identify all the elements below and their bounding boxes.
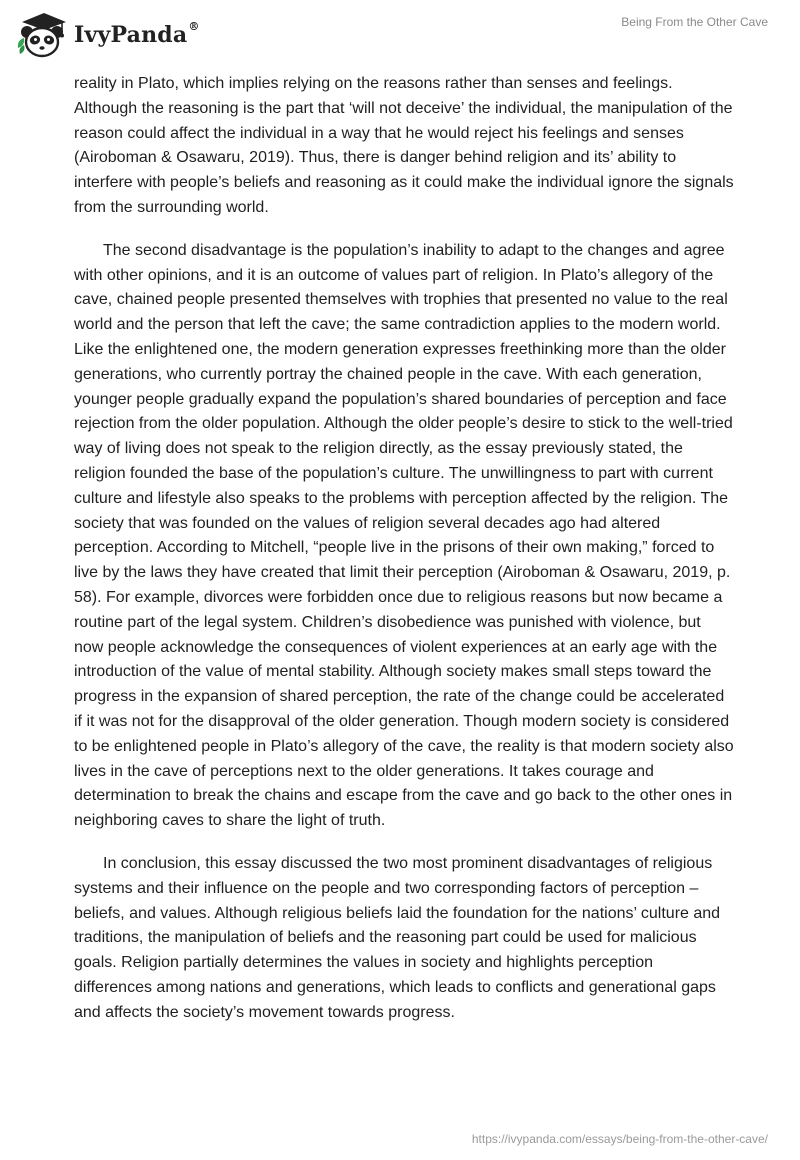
brand-name-text: IvyPanda <box>74 22 188 48</box>
running-title: Being From the Other Cave <box>621 15 768 29</box>
source-url[interactable]: https://ivypanda.com/essays/being-from-the-other-cave/ <box>471 1132 768 1146</box>
page-header <box>0 0 800 70</box>
ivypanda-logo[interactable] <box>14 8 200 60</box>
registered-mark: ® <box>188 19 200 33</box>
panda-graduate-icon <box>14 8 70 60</box>
essay-body <box>74 72 734 1043</box>
paragraph-conclusion: In conclusion, this essay discussed the two most prominent disadvantages of religious systems and their influence on the people and two corresponding factors of perception – beliefs, and values. Although religious beliefs laid the foundation for the nations’ culture and traditions, the manipulation of beliefs and the reasoning part could be used for malicious goals. Religion partially determines the values in society and highlights perception differences among nations and generations, which leads to conflicts and generational gaps and affects the society’s movement towards progress. <box>74 854 721 1021</box>
paragraph-continuation: reality in Plato, which implies relying on the reasons rather than senses and feelings. Although the reasoning is the part that ‘will not deceive’ the individual, the manipulation of the reason could affect the individual in a way that he would reject his feelings and senses (Airoboman & Osawaru, 2019). Thus, there is danger behind religion and its’ ability to interfere with people’s beliefs and reasoning as it could make the individual ignore the signals from the surrounding world. <box>74 75 734 216</box>
brand-name <box>74 19 200 48</box>
paragraph-second-disadvantage: The second disadvantage is the population’s inability to adapt to the changes and agree with other opinions, and it is an outcome of values part of religion. In Plato’s allegory of the cave, chained people presented themselves with trophies that presented no value to the real world and the person that left the cave; the same contradiction applies to the modern world. Like the enlightened one, the modern generation expresses freethinking more than the older generations, who currently portray the chained people in the cave. With each generation, younger people gradually expand the population’s shared boundaries of perception and face rejection from the older population. Although the older people’s desire to stick to the well-tried way of living does not speak to the religion directly, as the essay previously stated, the religion founded the base of the population’s culture. The unwillingness to part with current culture and lifestyle also speaks to the problems with perception affected by the religion. The society that was founded on the values of religion several decades ago had altered perception. According to Mitchell, “people live in the prisons of their own making,” forced to live by the laws they have created that limit their perception (Airoboman & Osawaru, 2019, p. 58). For example, divorces were forbidden once due to religious reasons but now became a routine part of the legal system. Children’s disobedience was punished with violence, but now people acknowledge the consequences of violent experiences at an early age with the introduction of the value of mental stability. Although society makes small steps toward the progress in the expansion of shared perception, the rate of the change could be accelerated if it was not for the disapproval of the older generation. Though modern society is considered to be enlightened people in Plato’s allegory of the cave, the reality is that modern society also lives in the cave of perceptions next to the older generations. It takes courage and determination to break the chains and escape from the cave and go back to the other ones in neighboring caves to share the light of truth. <box>74 241 734 830</box>
